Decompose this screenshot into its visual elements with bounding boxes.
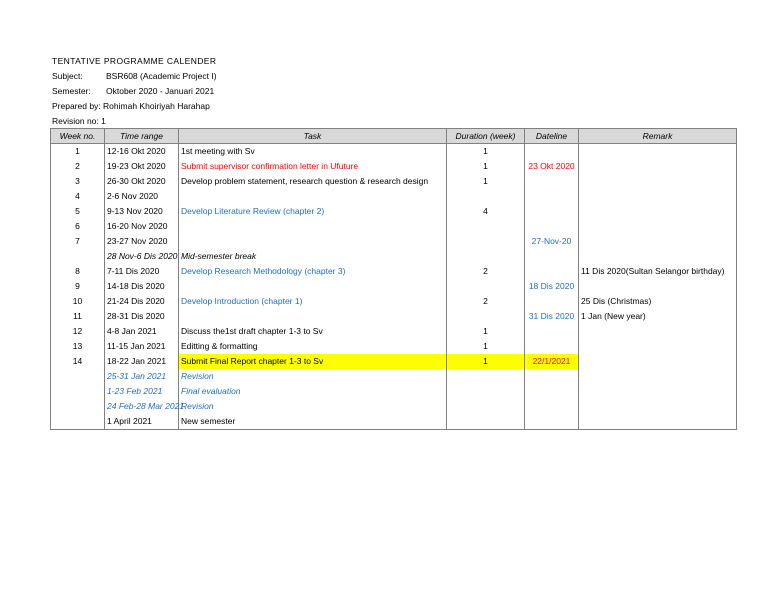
col-header-time: Time range [105,129,179,144]
table-row [51,144,737,160]
dateline-cell: 18 Dis 2020 [525,279,579,294]
remark-cell [579,324,737,339]
remark-cell [579,384,737,399]
remark-cell: 25 Dis (Christmas) [579,294,737,309]
week-cell: 8 [51,264,105,279]
dateline-cell [525,219,579,234]
duration-cell: 1 [447,324,525,339]
duration-cell [447,249,525,264]
remark-cell: 1 Jan (New year) [579,309,737,324]
dateline-cell [525,144,579,160]
task-cell: Submit Final Report chapter 1-3 to Sv [179,354,447,369]
time-range-cell: 18-22 Jan 2021 [105,354,179,369]
remark-cell [579,339,737,354]
remark-cell [579,369,737,384]
duration-cell [447,369,525,384]
table-row [51,174,737,189]
dateline-cell: 27-Nov-20 [525,234,579,249]
week-cell: 5 [51,204,105,219]
duration-cell: 1 [447,144,525,160]
dateline-cell [525,399,579,414]
table-row [51,294,737,309]
col-header-remark: Remark [579,129,737,144]
time-range-cell: 11-15 Jan 2021 [105,339,179,354]
programme-table [50,128,737,430]
duration-cell [447,414,525,430]
week-cell: 7 [51,234,105,249]
table-row [51,384,737,399]
remark-cell [579,414,737,430]
task-cell: Editting & formatting [179,339,447,354]
table-row [51,189,737,204]
table-row [51,249,737,264]
task-cell: Develop problem statement, research question & research design [179,174,447,189]
remark-cell [579,354,737,369]
task-cell [179,219,447,234]
table-row [51,234,737,249]
revision-line [52,116,106,126]
semester-label: Semester: [52,86,91,96]
time-range-cell: 25-31 Jan 2021 [105,369,179,384]
time-range-cell: 16-20 Nov 2020 [105,219,179,234]
duration-cell: 1 [447,174,525,189]
dateline-cell [525,414,579,430]
dateline-cell [525,204,579,219]
table-header-row [51,129,737,144]
remark-cell: 11 Dis 2020(Sultan Selangor birthday) [579,264,737,279]
week-cell: 11 [51,309,105,324]
prepared-label: Prepared by: [52,101,101,111]
remark-cell [579,279,737,294]
task-cell: Submit supervisor confirmation letter in Ufuture [179,159,447,174]
revision-value: 1 [101,116,106,126]
week-cell: 10 [51,294,105,309]
task-cell [179,279,447,294]
week-cell: 14 [51,354,105,369]
table-row [51,369,737,384]
semester-value: Oktober 2020 - Januari 2021 [106,86,215,96]
duration-cell: 1 [447,159,525,174]
time-range-cell: 28-31 Dis 2020 [105,309,179,324]
week-cell: 13 [51,339,105,354]
table-row [51,279,737,294]
week-cell [51,369,105,384]
time-range-cell: 19-23 Okt 2020 [105,159,179,174]
task-cell: New semester [179,414,447,430]
time-range-cell: 24 Feb-28 Mar 2021 [105,399,179,414]
time-range-cell: 4-8 Jan 2021 [105,324,179,339]
duration-cell [447,279,525,294]
task-cell: Revision [179,399,447,414]
table-row [51,354,737,369]
week-cell [51,399,105,414]
table-row [51,339,737,354]
time-range-cell: 21-24 Dis 2020 [105,294,179,309]
time-range-cell: 23-27 Nov 2020 [105,234,179,249]
col-header-week: Week no. [51,129,105,144]
dateline-cell: 23 Okt 2020 [525,159,579,174]
week-cell [51,384,105,399]
dateline-cell [525,249,579,264]
dateline-cell: 31 Dis 2020 [525,309,579,324]
week-cell [51,249,105,264]
time-range-cell: 7-11 Dis 2020 [105,264,179,279]
remark-cell [579,219,737,234]
prepared-value: Rohimah Khoiriyah Harahap [103,101,210,111]
week-cell: 1 [51,144,105,160]
table-row [51,414,737,430]
week-cell: 3 [51,174,105,189]
duration-cell: 1 [447,354,525,369]
dateline-cell [525,264,579,279]
task-cell: Develop Research Methodology (chapter 3) [179,264,447,279]
week-cell: 9 [51,279,105,294]
table-row [51,204,737,219]
col-header-task: Task [179,129,447,144]
task-cell: Final evaluation [179,384,447,399]
task-cell: Revision [179,369,447,384]
subject-label: Subject: [52,71,83,81]
remark-cell [579,144,737,160]
time-range-cell: 2-6 Nov 2020 [105,189,179,204]
table-row [51,264,737,279]
table-row [51,219,737,234]
duration-cell: 2 [447,264,525,279]
semester-line [52,86,214,96]
time-range-cell: 28 Nov-6 Dis 2020 [105,249,179,264]
duration-cell [447,309,525,324]
week-cell: 2 [51,159,105,174]
task-cell: 1st meeting with Sv [179,144,447,160]
document-title: TENTATIVE PROGRAMME CALENDER [52,56,217,66]
dateline-cell [525,174,579,189]
revision-label: Revision no: [52,116,99,126]
duration-cell [447,234,525,249]
duration-cell [447,219,525,234]
prepared-line [52,101,210,111]
table-row [51,159,737,174]
week-cell: 12 [51,324,105,339]
task-cell: Discuss the1st draft chapter 1-3 to Sv [179,324,447,339]
table-row [51,309,737,324]
task-cell: Develop Introduction (chapter 1) [179,294,447,309]
table-row [51,324,737,339]
dateline-cell [525,189,579,204]
dateline-cell [525,384,579,399]
time-range-cell: 12-16 Okt 2020 [105,144,179,160]
duration-cell: 1 [447,339,525,354]
time-range-cell: 9-13 Nov 2020 [105,204,179,219]
task-cell [179,189,447,204]
task-cell [179,234,447,249]
time-range-cell: 26-30 Okt 2020 [105,174,179,189]
task-cell [179,309,447,324]
duration-cell [447,399,525,414]
remark-cell [579,204,737,219]
remark-cell [579,174,737,189]
task-cell: Develop Literature Review (chapter 2) [179,204,447,219]
dateline-cell: 22/1/2021 [525,354,579,369]
remark-cell [579,159,737,174]
table-row [51,399,737,414]
remark-cell [579,249,737,264]
remark-cell [579,234,737,249]
week-cell: 6 [51,219,105,234]
subject-value: BSR608 (Academic Project I) [106,71,217,81]
dateline-cell [525,324,579,339]
dateline-cell [525,294,579,309]
duration-cell: 2 [447,294,525,309]
week-cell: 4 [51,189,105,204]
time-range-cell: 14-18 Dis 2020 [105,279,179,294]
col-header-dateline: Dateline [525,129,579,144]
dateline-cell [525,339,579,354]
time-range-cell: 1-23 Feb 2021 [105,384,179,399]
subject-line [52,71,217,81]
time-range-cell: 1 April 2021 [105,414,179,430]
col-header-duration: Duration (week) [447,129,525,144]
dateline-cell [525,369,579,384]
duration-cell [447,189,525,204]
week-cell [51,414,105,430]
duration-cell [447,384,525,399]
remark-cell [579,189,737,204]
remark-cell [579,399,737,414]
task-cell: Mid-semester break [179,249,447,264]
duration-cell: 4 [447,204,525,219]
